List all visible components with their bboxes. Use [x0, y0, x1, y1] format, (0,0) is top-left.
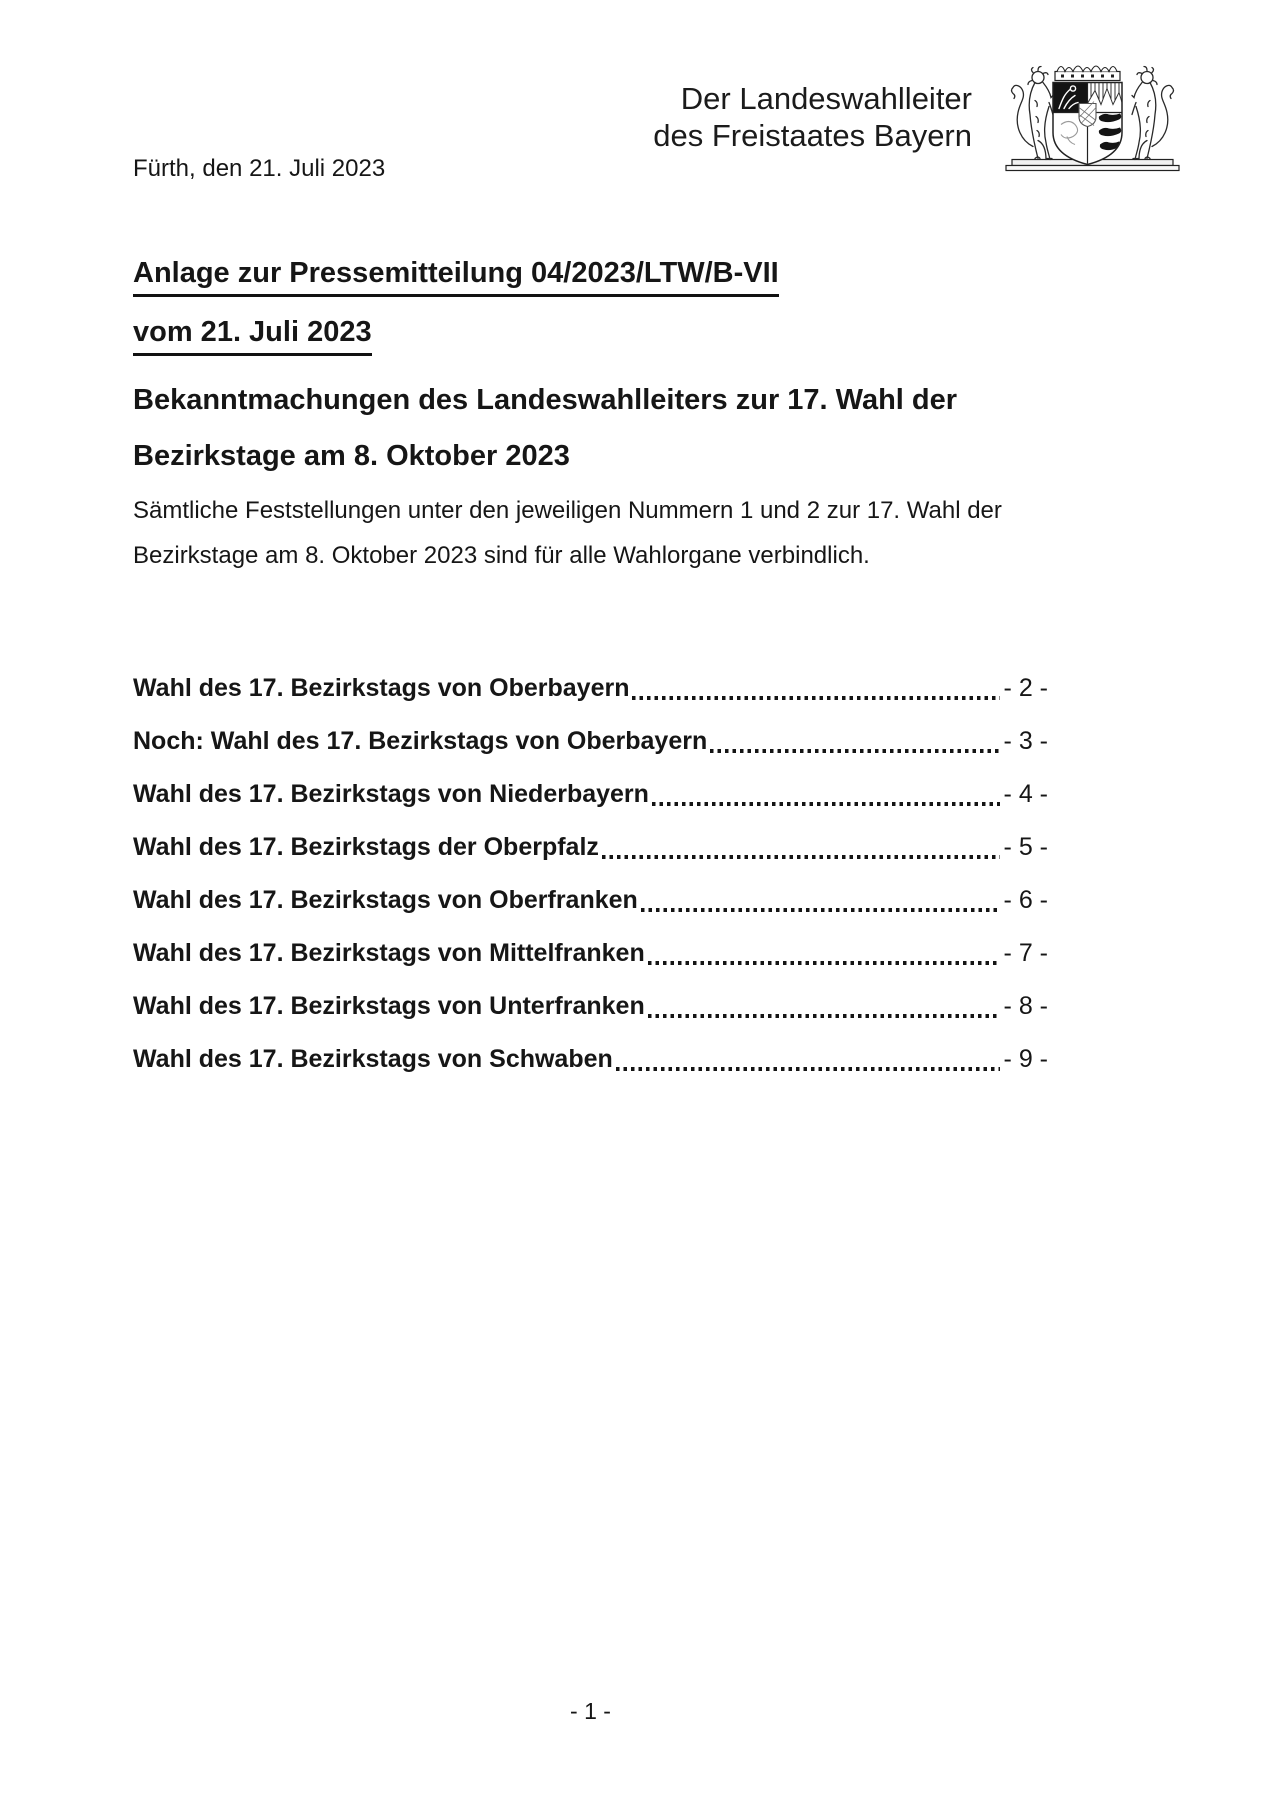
toc-dot-leader: [648, 1014, 1000, 1018]
toc-entry[interactable]: [133, 874, 1048, 927]
toc-dot-leader: [616, 1067, 1000, 1071]
intro-line2: Bezirkstage am 8. Oktober 2023 sind für alle Wahlorgane verbindlich.: [133, 542, 870, 569]
toc-entry[interactable]: [133, 768, 1048, 821]
toc-entry-label[interactable]: Wahl des 17. Bezirkstags von Unterfranken: [133, 992, 645, 1020]
dateline: Fürth, den 21. Juli 2023: [133, 155, 386, 182]
toc-entry-page-number: - 6 -: [1003, 886, 1048, 914]
toc-entry[interactable]: [133, 980, 1048, 1033]
document-subtitle: [133, 372, 957, 484]
toc-dot-leader: [648, 961, 1000, 965]
org-title-line1: Der Landeswahlleiter: [680, 81, 972, 116]
toc-entry-page-number: - 4 -: [1003, 780, 1048, 808]
toc-dot-leader: [652, 802, 1000, 806]
toc-entry-label[interactable]: Wahl des 17. Bezirkstags der Oberpfalz: [133, 833, 599, 861]
toc-entry-page-number: - 9 -: [1003, 1045, 1048, 1073]
toc-entry-page-number: - 2 -: [1003, 674, 1048, 702]
toc-entry-label[interactable]: Wahl des 17. Bezirkstags von Niederbayern: [133, 780, 649, 808]
document-title-line1: Anlage zur Pressemitteilung 04/2023/LTW/B-VII: [133, 256, 779, 297]
document-title-line2: vom 21. Juli 2023: [133, 315, 372, 356]
toc-entry-label[interactable]: Noch: Wahl des 17. Bezirkstags von Oberbayern: [133, 727, 708, 755]
toc-entry-page-number: - 7 -: [1003, 939, 1048, 967]
intro-paragraph: [133, 488, 1002, 578]
toc-dot-leader: [710, 749, 999, 753]
bavaria-coat-of-arms-icon: [1005, 54, 1180, 178]
toc-entry-page-number: - 3 -: [1003, 727, 1048, 755]
toc-dot-leader: [632, 696, 999, 700]
page-number-footer: - 1 -: [570, 1698, 611, 1724]
toc-entry[interactable]: [133, 715, 1048, 768]
intro-line1: Sämtliche Feststellungen unter den jeweiligen Nummern 1 und 2 zur 17. Wahl der: [133, 497, 1002, 524]
toc-dot-leader: [602, 855, 1000, 859]
table-of-contents: [133, 662, 1048, 1086]
toc-dot-leader: [641, 908, 1000, 912]
document-subtitle-line1: Bekanntmachungen des Landeswahlleiters zur 17. Wahl der: [133, 384, 958, 416]
toc-entry[interactable]: [133, 662, 1048, 715]
toc-entry-label[interactable]: Wahl des 17. Bezirkstags von Oberbayern: [133, 674, 630, 702]
toc-entry-page-number: - 8 -: [1003, 992, 1048, 1020]
toc-entry[interactable]: [133, 927, 1048, 980]
toc-entry[interactable]: [133, 821, 1048, 874]
document-subtitle-line2: Bezirkstage am 8. Oktober 2023: [133, 440, 570, 472]
toc-entry-label[interactable]: Wahl des 17. Bezirkstags von Oberfranken: [133, 886, 638, 914]
toc-entry[interactable]: [133, 1033, 1048, 1086]
document-title: [133, 256, 779, 374]
toc-entry-label[interactable]: Wahl des 17. Bezirkstags von Schwaben: [133, 1045, 613, 1073]
letterhead-org-title: [653, 80, 972, 154]
toc-entry-page-number: - 5 -: [1003, 833, 1048, 861]
org-title-line2: des Freistaates Bayern: [653, 118, 972, 153]
toc-entry-label[interactable]: Wahl des 17. Bezirkstags von Mittelfranken: [133, 939, 645, 967]
